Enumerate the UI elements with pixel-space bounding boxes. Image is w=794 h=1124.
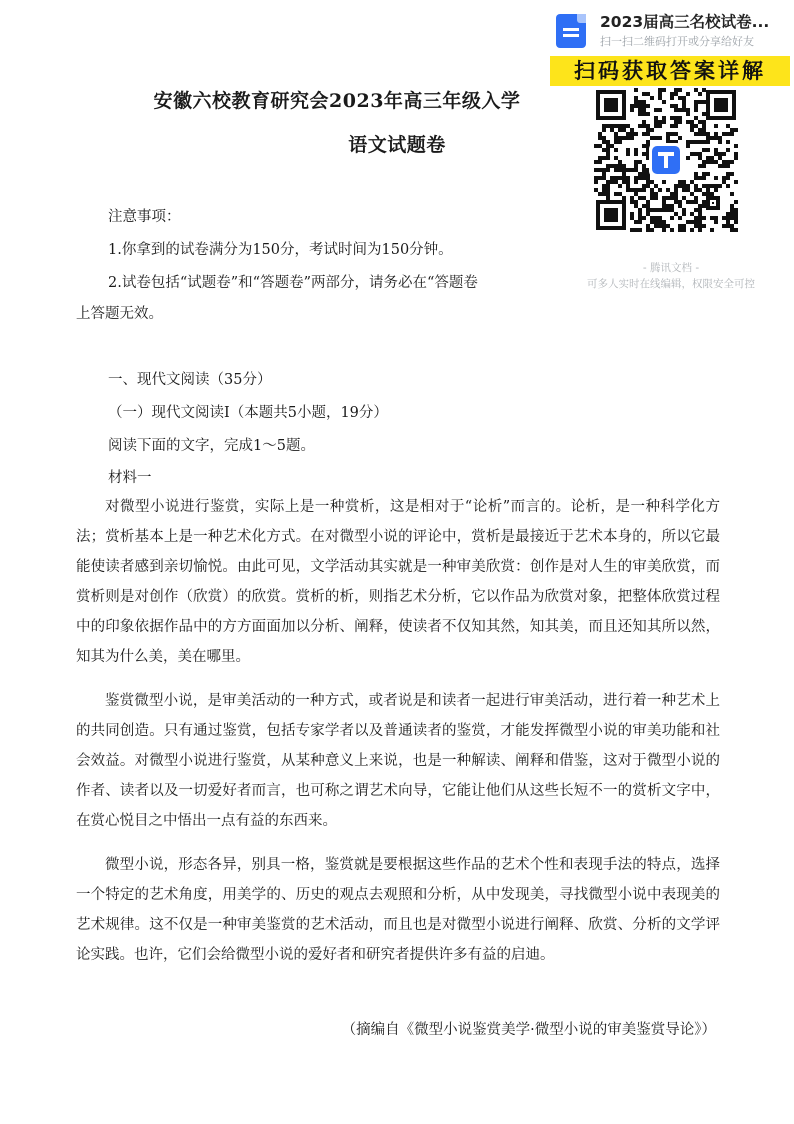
paragraph-2: 鉴赏微型小说，是审美活动的一种方式，或者说是和读者一起进行审美活动，进行着一种艺术上的共同创造。只有通过鉴赏，包括专家学者以及普通读者的鉴赏，才能发挥微型小说的审美功能和社会效益。对微型小说进行鉴赏，从某种意义上来说，也是一种解读、阐释和借鉴，这对于微型小说的作者、读者以及一切爱好者而言，也可称之谓艺术向导，它能让他们从这些长短不一的赏析文字中，在赏心悦目之中悟出一点有益的东西来。 (76, 693, 720, 829)
notice-heading: 注意事项： (108, 209, 181, 225)
subsection-heading: （一）现代文阅读I（本题共5小题，19分） (108, 405, 388, 421)
share-card-title[interactable]: 2023届高三名校试卷... (600, 13, 770, 31)
brand-note: - 腾讯文档 - (642, 262, 700, 274)
notice-item-2-cont: 上答题无效。 (76, 306, 163, 322)
answer-banner: 扫码获取答案详解 (550, 56, 790, 86)
section-heading: 一、现代文阅读（35分） (108, 372, 272, 388)
citation: （摘编自《微型小说鉴赏美学·微型小说的审美鉴赏导论》） (341, 1022, 716, 1038)
share-card-subtitle: 扫一扫二维码打开或分享给好友 (600, 35, 754, 48)
paragraph-1: 对微型小说进行鉴赏，实际上是一种赏析，这是相对于“论析”而言的。论析，是一种科学化方法；赏析基本上是一种艺术化方式。在对微型小说的评论中，赏析是最接近于艺术本身的，所以它最能使读者感到亲切愉悦。由此可见，文学活动其实就是一种审美欣赏：创作是对人生的审美欣赏，而赏析则是对创作（欣赏）的欣赏。赏析的析，则指艺术分析，它以作品为欣赏对象，把整体欣赏过程中的印象依据作品中的方方面面加以分析、阐释，使读者不仅知其然，知其美，而且还知其所以然，知其为什么美，美在哪里。 (76, 499, 720, 665)
qr-code-graphic (594, 88, 738, 232)
exam-subtitle: 语文试题卷 (348, 134, 446, 156)
qr-code-icon[interactable] (594, 88, 738, 232)
paragraph-3: 微型小说，形态各异，别具一格，鉴赏就是要根据这些作品的艺术个性和表现手法的特点，选择一个特定的艺术角度，用美学的、历史的观点去观照和分析，从中发现美，寻找微型小说中表现美的艺术规律。这不仅是一种审美鉴赏的艺术活动，而且也是对微型小说进行阐释、欣赏、分析的文学评论实践。也许，它们会给微型小说的爱好者和研究者提供许多有益的启迪。 (76, 857, 720, 963)
reading-instruction: 阅读下面的文字，完成1～5题。 (108, 438, 315, 454)
share-card[interactable] (548, 0, 794, 300)
notice-item-1: 1.你拿到的试卷满分为150分，考试时间为150分钟。 (108, 242, 453, 258)
exam-title: 安徽六校教育研究会2023年高三年级入学 (153, 90, 521, 112)
document-icon (556, 14, 586, 48)
collab-note: 可多人实时在线编辑，权限安全可控 (587, 278, 755, 290)
notice-item-2: 2.试卷包括“试题卷”和“答题卷”两部分，请务必在“答题卷 (108, 275, 478, 291)
material-label: 材料一 (108, 470, 152, 486)
